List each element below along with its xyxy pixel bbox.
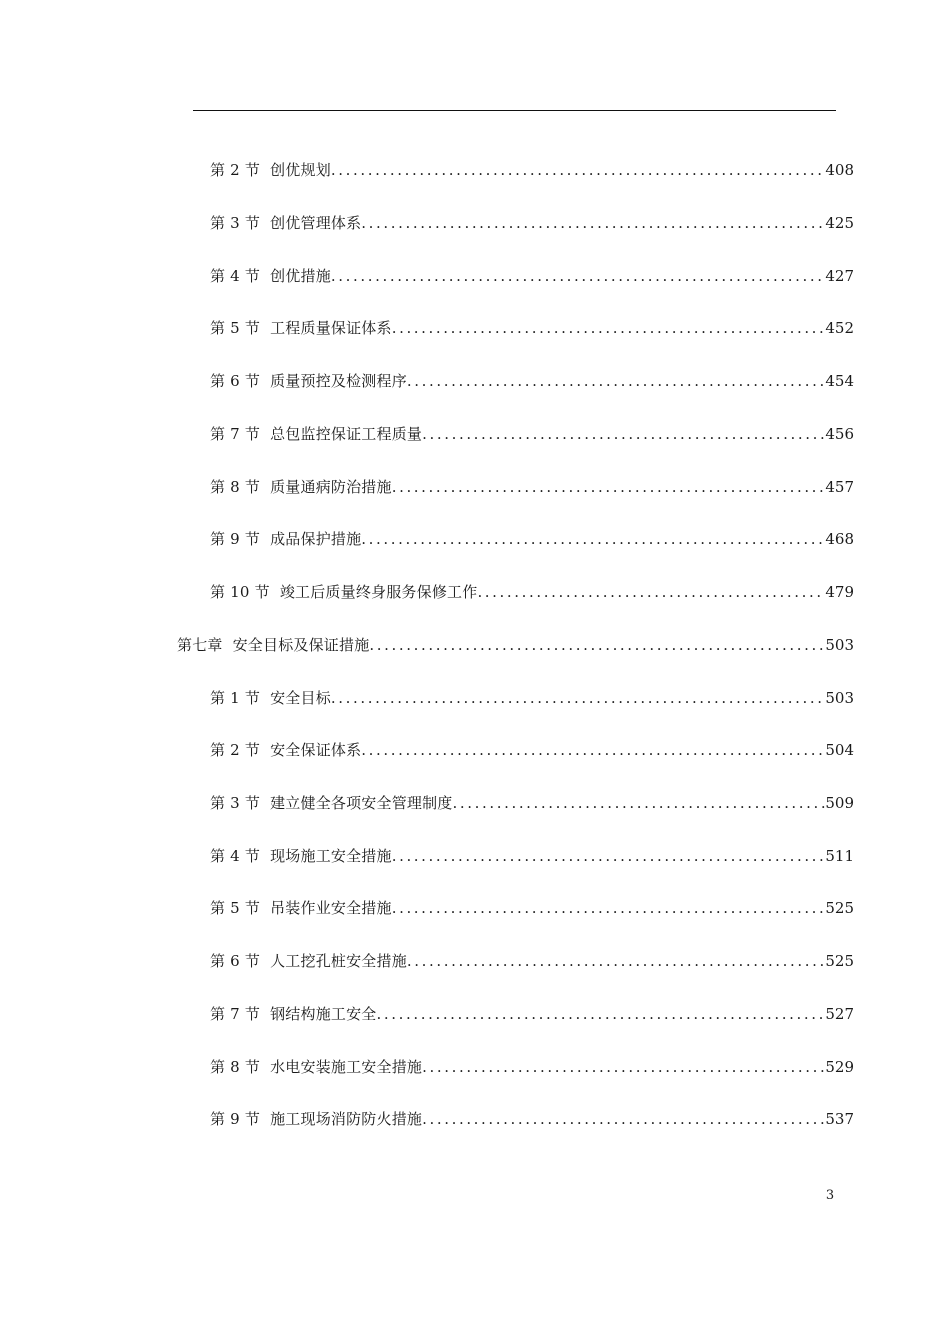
toc-entry-page: 457 (825, 478, 854, 496)
toc-entry-label (177, 633, 369, 657)
toc-entry-label (210, 369, 407, 393)
toc-dot-leader (407, 369, 825, 393)
toc-entry-number: 第 2 节 (210, 161, 261, 179)
toc-entry-label (210, 527, 361, 551)
toc-dot-leader (331, 686, 825, 710)
toc-entry[interactable] (210, 475, 854, 499)
toc-entry-page: 537 (825, 1110, 854, 1128)
toc-entry-title: 创优管理体系 (270, 214, 362, 232)
toc-entry[interactable] (210, 422, 854, 446)
toc-dot-leader (361, 527, 825, 551)
toc-dot-leader (392, 844, 826, 868)
toc-entry-page: 503 (825, 689, 854, 707)
toc-entry[interactable] (210, 844, 854, 868)
toc-entry-title: 工程质量保证体系 (270, 319, 392, 337)
toc-entry-label (210, 1055, 422, 1079)
toc-entry-label (210, 580, 477, 604)
toc-entry-page: 527 (825, 1005, 854, 1023)
toc-entry[interactable] (210, 527, 854, 551)
toc-entry-title: 现场施工安全措施 (270, 847, 392, 865)
toc-entry-number: 第 10 节 (210, 583, 270, 601)
toc-chapter-entry[interactable] (177, 633, 854, 657)
toc-dot-leader (422, 1107, 825, 1131)
toc-entry-label (210, 422, 422, 446)
toc-entry-number: 第 8 节 (210, 1058, 261, 1076)
toc-entry-number: 第 6 节 (210, 952, 261, 970)
toc-entry-title: 质量预控及检测程序 (270, 372, 407, 390)
toc-entry-title: 创优规划 (270, 161, 331, 179)
toc-entry-page: 454 (825, 372, 854, 390)
toc-entry[interactable] (210, 316, 854, 340)
toc-entry-title: 施工现场消防防火措施 (270, 1110, 423, 1128)
toc-dot-leader (392, 475, 826, 499)
toc-entry-label (210, 844, 392, 868)
toc-entry[interactable] (210, 791, 854, 815)
toc-dot-leader (392, 316, 826, 340)
toc-entry-title: 吊装作业安全措施 (270, 899, 392, 917)
toc-entry-label (210, 475, 392, 499)
toc-entry-page: 427 (825, 267, 854, 285)
toc-entry-number: 第 4 节 (210, 267, 261, 285)
toc-entry-number: 第 8 节 (210, 478, 261, 496)
toc-entry-title: 人工挖孔桩安全措施 (270, 952, 407, 970)
toc-entry-title: 安全目标 (270, 689, 331, 707)
toc-entry[interactable] (210, 264, 854, 288)
toc-entry[interactable] (210, 369, 854, 393)
toc-entry[interactable] (210, 580, 854, 604)
toc-entry[interactable] (210, 949, 854, 973)
toc-entry-title: 水电安装施工安全措施 (270, 1058, 423, 1076)
toc-dot-leader (369, 633, 825, 657)
toc-entry-label (210, 1107, 422, 1131)
header-rule (193, 110, 836, 111)
toc-entry[interactable] (210, 211, 854, 235)
toc-entry-number: 第 4 节 (210, 847, 261, 865)
toc-entry-page: 525 (825, 952, 854, 970)
toc-dot-leader (331, 264, 825, 288)
toc-entry-number: 第 9 节 (210, 1110, 261, 1128)
toc-entry-label (210, 791, 453, 815)
toc-entry-number: 第 5 节 (210, 319, 261, 337)
toc-entry-page: 511 (825, 847, 854, 865)
toc-entry-title: 总包监控保证工程质量 (270, 425, 423, 443)
toc-entry-page: 468 (825, 530, 854, 548)
toc-entry-number: 第 3 节 (210, 794, 261, 812)
toc-dot-leader (407, 949, 825, 973)
toc-dot-leader (422, 422, 825, 446)
toc-entry-title: 质量通病防治措施 (270, 478, 392, 496)
toc-entry-page: 504 (825, 741, 854, 759)
toc-entry-page: 408 (825, 161, 854, 179)
toc-dot-leader (361, 738, 825, 762)
toc-entry[interactable] (210, 896, 854, 920)
toc-entry-page: 479 (825, 583, 854, 601)
toc-entry-number: 第七章 (177, 636, 223, 654)
toc-dot-leader (361, 211, 825, 235)
toc-entry-title: 成品保护措施 (270, 530, 362, 548)
toc-entry[interactable] (210, 686, 854, 710)
toc-entry[interactable] (210, 158, 854, 182)
toc-entry-page: 425 (825, 214, 854, 232)
toc-entry-label (210, 1002, 377, 1026)
toc-dot-leader (453, 791, 826, 815)
toc-entry[interactable] (210, 1002, 854, 1026)
toc-dot-leader (377, 1002, 826, 1026)
toc-entry-page: 452 (825, 319, 854, 337)
toc-entry-number: 第 5 节 (210, 899, 261, 917)
toc-entry-label (210, 211, 361, 235)
toc-entry-title: 创优措施 (270, 267, 331, 285)
toc-entry[interactable] (210, 1107, 854, 1131)
toc-entry-label (210, 949, 407, 973)
toc-entry-label (210, 738, 361, 762)
page-number: 3 (825, 1188, 835, 1203)
toc-entry-label (210, 316, 392, 340)
toc-entry-title: 钢结构施工安全 (270, 1005, 377, 1023)
toc-entry-number: 第 9 节 (210, 530, 261, 548)
toc-entry-title: 建立健全各项安全管理制度 (270, 794, 453, 812)
toc-entry-label (210, 158, 331, 182)
toc-entry-label (210, 264, 331, 288)
toc-entry-number: 第 6 节 (210, 372, 261, 390)
toc-entry-label (210, 686, 331, 710)
toc-dot-leader (422, 1055, 825, 1079)
toc-entry-page: 509 (825, 794, 854, 812)
toc-entry-title: 竣工后质量终身服务保修工作 (279, 583, 478, 601)
toc-entry-number: 第 1 节 (210, 689, 261, 707)
toc-dot-leader (331, 158, 825, 182)
toc-entry[interactable] (210, 738, 854, 762)
toc-entry-number: 第 7 节 (210, 425, 261, 443)
toc-entry-number: 第 2 节 (210, 741, 261, 759)
toc-entry-title: 安全保证体系 (270, 741, 362, 759)
toc-entry-title: 安全目标及保证措施 (232, 636, 370, 654)
toc-entry-page: 525 (825, 899, 854, 917)
toc-dot-leader (392, 896, 826, 920)
toc-entry-page: 456 (825, 425, 854, 443)
toc-entry-number: 第 7 节 (210, 1005, 261, 1023)
toc-entry-label (210, 896, 392, 920)
toc-dot-leader (477, 580, 825, 604)
toc-entry-number: 第 3 节 (210, 214, 261, 232)
toc-entry[interactable] (210, 1055, 854, 1079)
toc-entry-page: 529 (825, 1058, 854, 1076)
toc-entry-page: 503 (825, 636, 854, 654)
